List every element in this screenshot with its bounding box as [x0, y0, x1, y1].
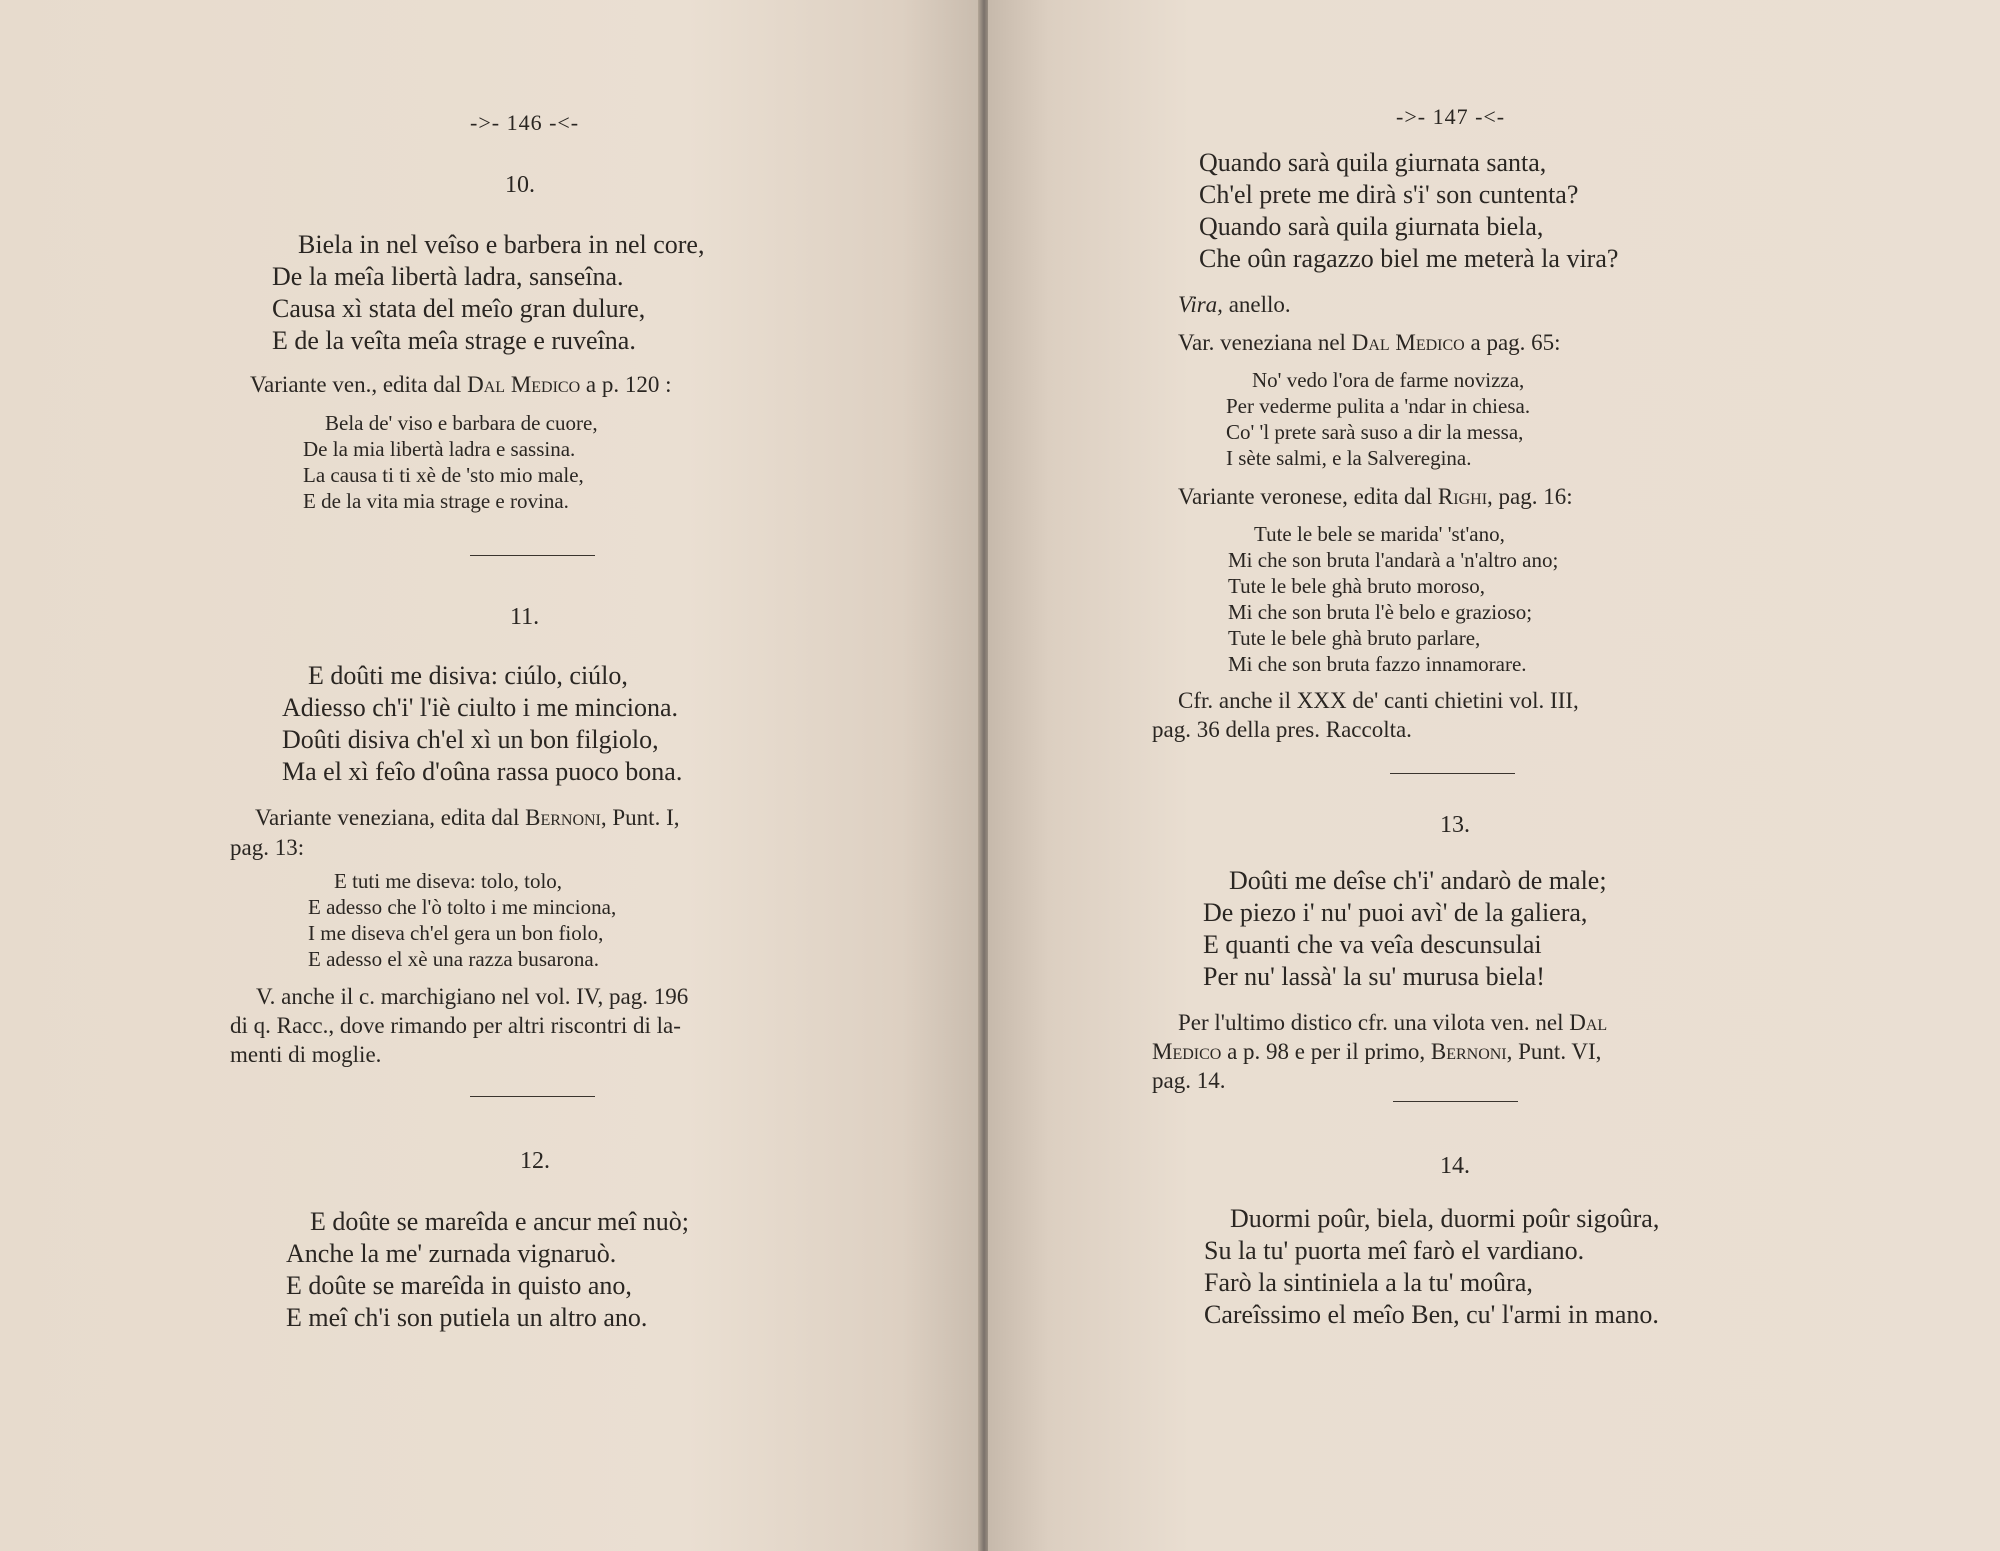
author-name: Dal Medico: [467, 372, 581, 397]
poem-12: [286, 1206, 689, 1334]
verse-line: Doûti me deîse ch'i' andarò de male;: [1229, 866, 1607, 895]
arrow-left-icon: -<-: [1475, 104, 1506, 129]
verse-line: Causa xì stata del meîo gran dulure,: [272, 294, 646, 323]
variant-line: E tuti me diseva: tolo, tolo,: [334, 869, 563, 893]
verse-line: Quando sarà quila giurnata biela,: [1199, 212, 1544, 241]
verse-line: Ma el xì feîo d'oûna rassa puoco bona.: [282, 757, 683, 786]
left-page: [0, 0, 980, 1551]
variant-line: Tute le bele se marida' 'st'ano,: [1254, 522, 1505, 546]
verse-line: Ch'el prete me dirà s'i' son cuntenta?: [1199, 180, 1579, 209]
page-number-right: [1396, 104, 1505, 130]
variant-line: No' vedo l'ora de farme novizza,: [1252, 368, 1525, 392]
section-number-14: 14.: [1440, 1153, 1470, 1179]
variant-line: La causa ti ti xè de 'sto mio male,: [303, 463, 584, 487]
verse-line: De piezo i' nu' puoi avì' de la galiera,: [1203, 898, 1588, 927]
verse-line: Careîssimo el meîo Ben, cu' l'armi in mano.: [1204, 1300, 1659, 1329]
separator-rule: [1393, 1101, 1518, 1102]
section-number-10: 10.: [505, 172, 535, 198]
separator-rule: [470, 555, 595, 556]
poem-10: [272, 229, 704, 357]
variant-line: E de la vita mia strage e rovina.: [303, 489, 569, 513]
right-page: [988, 0, 2000, 1551]
author-name: Dal Medico: [1351, 330, 1465, 355]
variant-line: Tute le bele ghà bruto parlare,: [1228, 626, 1481, 650]
variant-note-11: Variante veneziana, edita dal Bernoni, Punt. I,: [255, 805, 680, 830]
note-line: menti di moglie.: [230, 1042, 382, 1067]
variant-line: I sète salmi, e la Salveregina.: [1226, 446, 1472, 470]
verse-line: De la meîa libertà ladra, sanseîna.: [272, 262, 624, 291]
verse-line: Anche la me' zurnada vignaruò.: [286, 1239, 617, 1268]
verse-line: E meî ch'i son putiela un altro ano.: [286, 1303, 648, 1332]
poem-11: [282, 660, 682, 788]
separator-rule: [470, 1096, 595, 1097]
glossed-word: Vira,: [1178, 292, 1223, 317]
section-number-11: 11.: [510, 604, 540, 630]
page-number-text: 146: [506, 110, 543, 135]
author-name: Bernoni: [525, 805, 601, 830]
variant-line: De la mia libertà ladra e sassina.: [303, 437, 576, 461]
note-line: pag. 36 della pres. Raccolta.: [1152, 717, 1412, 742]
section-number-12: 12.: [520, 1148, 550, 1174]
section-number-13: 13.: [1440, 812, 1470, 838]
verse-line: Doûti disiva ch'el xì un bon filgiolo,: [282, 725, 659, 754]
verse-line: Per nu' lassà' la su' murusa biela!: [1203, 962, 1545, 991]
variant-note-10: Variante ven., edita dal Dal Medico a p. 120 :: [250, 372, 672, 397]
note-line: Cfr. anche il XXX de' canti chietini vol. III,: [1178, 688, 1579, 713]
verse-line: Duormi poûr, biela, duormi poûr sigoûra,: [1230, 1204, 1660, 1233]
variant-line: E adesso che l'ò tolto i me minciona,: [308, 895, 617, 919]
author-name: Bernoni: [1430, 1039, 1507, 1064]
variant-line: Mi che son bruta l'è belo e grazioso;: [1228, 600, 1533, 624]
author-name: Dal: [1569, 1010, 1608, 1035]
poem-13: [1203, 865, 1607, 993]
variant-note-veneziana: Var. veneziana nel Dal Medico a pag. 65:: [1178, 330, 1561, 355]
variant-line: Bela de' viso e barbara de cuore,: [325, 411, 598, 435]
author-name: Medico: [1152, 1039, 1222, 1064]
verse-line: Adiesso ch'i' l'iè ciulto i me minciona.: [282, 693, 679, 722]
variant-verse-11: [308, 868, 616, 972]
variant-line: Per vederme pulita a 'ndar in chiesa.: [1226, 394, 1531, 418]
gloss-note: Vira, anello.: [1178, 292, 1291, 317]
reference-note-11: [230, 982, 688, 1069]
variant-verse-10: [303, 410, 598, 514]
verse-line: E de la veîta meîa strage e ruveîna.: [272, 326, 636, 355]
note-line: di q. Racc., dove rimando per altri riscontri di la-: [230, 1013, 681, 1038]
verse-line: Farò la sintiniela a la tu' moûra,: [1204, 1268, 1533, 1297]
variant-verse-veronese: [1228, 521, 1558, 677]
verse-line: Quando sarà quila giurnata santa,: [1199, 148, 1547, 177]
verse-line: Su la tu' puorta meî farò el vardiano.: [1204, 1236, 1585, 1265]
variant-note-11-line2: pag. 13:: [230, 835, 305, 860]
page-number-left: [470, 110, 579, 136]
page-number-text: 147: [1432, 104, 1469, 129]
arrow-right-icon: ->-: [470, 110, 501, 135]
author-name: Righi: [1437, 484, 1488, 509]
variant-line: Mi che son bruta l'andarà a 'n'altro ano;: [1228, 548, 1559, 572]
variant-line: I me diseva ch'el gera un bon fiolo,: [308, 921, 604, 945]
variant-line: Co' 'l prete sarà suso a dir la messa,: [1226, 420, 1524, 444]
verse-line: E doûti me disiva: ciúlo, ciúlo,: [308, 661, 628, 690]
variant-note-veronese: Variante veronese, edita dal Righi, pag. 16:: [1178, 484, 1573, 509]
distico-note-line3: pag. 14.: [1152, 1068, 1226, 1093]
cfr-note: [1152, 686, 1579, 744]
verse-line: Biela in nel veîso e barbera in nel core,: [298, 230, 705, 259]
distico-note-line2: Medico a p. 98 e per il primo, Bernoni, Punt. VI,: [1152, 1039, 1602, 1064]
variant-line: Mi che son bruta fazzo innamorare.: [1228, 652, 1527, 676]
poem-14: [1204, 1203, 1659, 1331]
note-line: V. anche il c. marchigiano nel vol. IV, pag. 196: [256, 984, 689, 1009]
poem-12-continued: [1199, 147, 1618, 275]
verse-line: E doûte se mareîda in quisto ano,: [286, 1271, 632, 1300]
arrow-left-icon: -<-: [549, 110, 580, 135]
distico-note: Per l'ultimo distico cfr. una vilota ven. nel Dal: [1178, 1010, 1608, 1035]
separator-rule: [1390, 773, 1515, 774]
verse-line: Che oûn ragazzo biel me meterà la vira?: [1199, 244, 1619, 273]
arrow-right-icon: ->-: [1396, 104, 1427, 129]
verse-line: E quanti che va veîa descunsulai: [1203, 930, 1542, 959]
variant-line: Tute le bele ghà bruto moroso,: [1228, 574, 1486, 598]
variant-line: E adesso el xè una razza busarona.: [308, 947, 599, 971]
variant-verse-veneziana: [1226, 367, 1530, 471]
verse-line: E doûte se mareîda e ancur meî nuò;: [310, 1207, 690, 1236]
